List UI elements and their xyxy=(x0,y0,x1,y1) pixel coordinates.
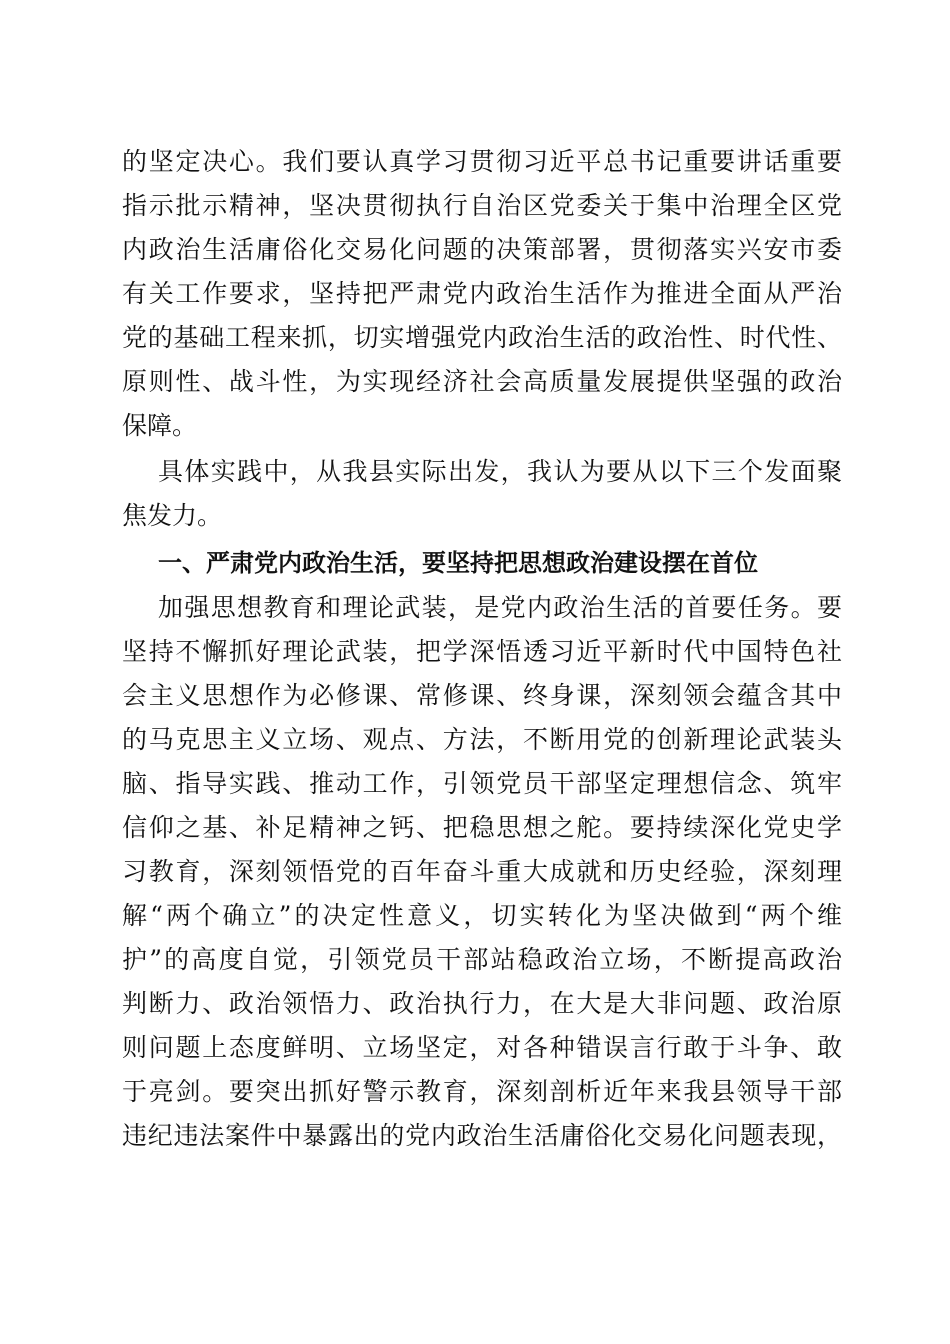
text-line: 内政治生活庸俗化交易化问题的决策部署，贯彻落实兴安市委 xyxy=(122,235,842,264)
text-line: 焦发力。 xyxy=(122,501,223,530)
text-line: 会主义思想作为必修课、常修课、终身课，深刻领会蕴含其中 xyxy=(122,681,842,710)
text-line: 保障。 xyxy=(122,411,198,440)
text-line: 违纪违法案件中暴露出的党内政治生活庸俗化交易化问题表现， xyxy=(122,1121,842,1150)
text-line: 原则性、战斗性，为实现经济社会高质量发展提供坚强的政治 xyxy=(122,367,842,396)
section-heading: 一、严肃党内政治生活，要坚持把思想政治建设摆在首位 xyxy=(158,549,758,577)
text-line: 指示批示精神，坚决贯彻执行自治区党委关于集中治理全区党 xyxy=(122,191,842,220)
text-line: 脑、指导实践、推动工作，引领党员干部坚定理想信念、筑牢 xyxy=(122,769,842,798)
text-line: 有关工作要求，坚持把严肃党内政治生活作为推进全面从严治 xyxy=(122,279,842,308)
text-line: 于亮剑。要突出抓好警示教育，深刻剖析近年来我县领导干部 xyxy=(122,1077,842,1106)
text-line: 坚持不懈抓好理论武装，把学深悟透习近平新时代中国特色社 xyxy=(122,637,842,666)
text-line: 则问题上态度鲜明、立场坚定，对各种错误言行敢于斗争、敢 xyxy=(122,1033,842,1062)
text-line: 习教育，深刻领悟党的百年奋斗重大成就和历史经验，深刻理 xyxy=(122,857,842,886)
text-line: 党的基础工程来抓，切实增强党内政治生活的政治性、时代性、 xyxy=(122,323,842,352)
text-line: 判断力、政治领悟力、政治执行力，在大是大非问题、政治原 xyxy=(122,989,842,1018)
text-line: 的坚定决心。我们要认真学习贯彻习近平总书记重要讲话重要 xyxy=(122,147,842,176)
text-line: 护”的高度自觉，引领党员干部站稳政治立场，不断提高政治 xyxy=(122,945,842,974)
text-line: 的马克思主义立场、观点、方法，不断用党的创新理论武装头 xyxy=(122,725,842,754)
text-line: 具体实践中，从我县实际出发，我认为要从以下三个发面聚 xyxy=(158,457,842,486)
text-line: 信仰之基、补足精神之钙、把稳思想之舵。要持续深化党史学 xyxy=(122,813,842,842)
text-line: 解“两个确立”的决定性意义，切实转化为坚决做到“两个维 xyxy=(122,901,842,930)
text-line: 加强思想教育和理论武装，是党内政治生活的首要任务。要 xyxy=(158,593,842,622)
